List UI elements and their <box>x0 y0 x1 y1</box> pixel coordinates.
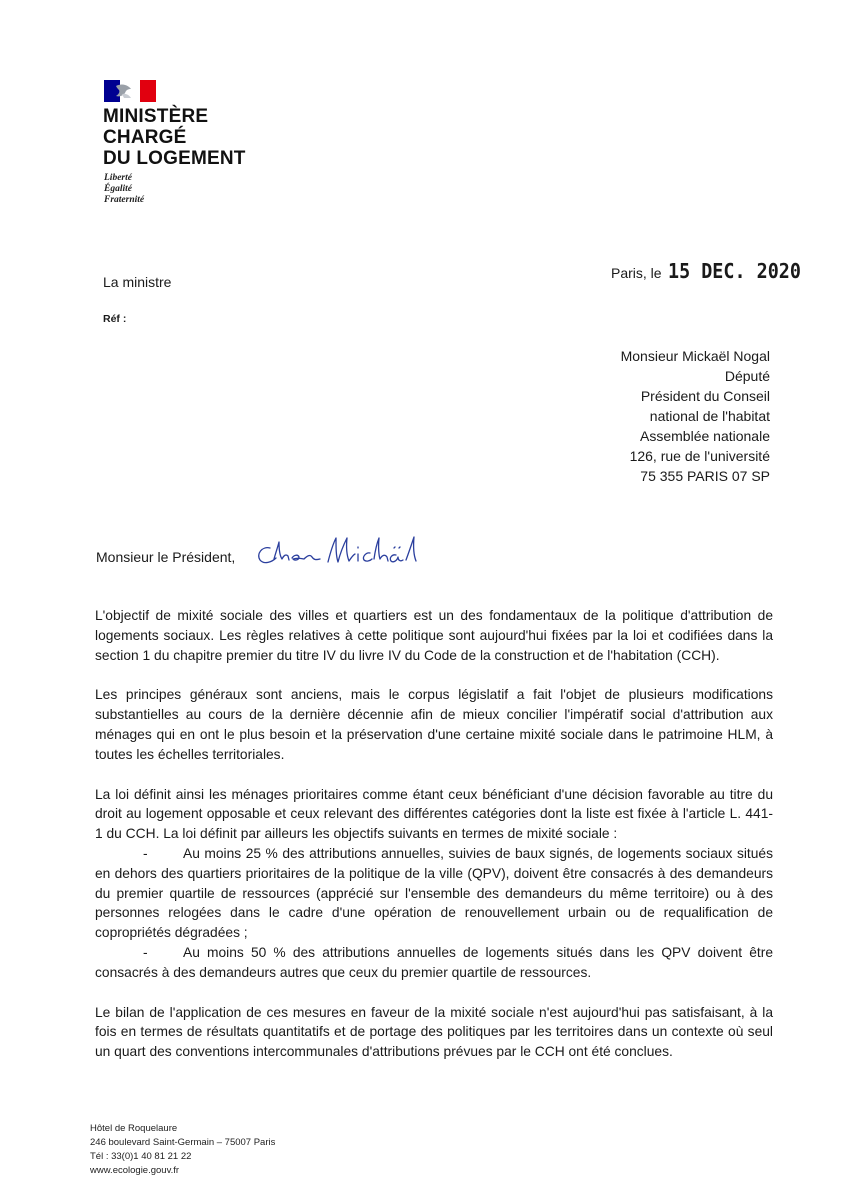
recipient-line: Monsieur Mickaël Nogal <box>620 348 770 364</box>
motto-line: Égalité <box>104 184 132 194</box>
motto-line: Liberté <box>104 173 132 183</box>
letter-body <box>95 606 773 1082</box>
body-paragraph: Les principes généraux sont anciens, mais le corpus législatif a fait l'objet de plusieurs modifications substantielles au cours de la dernière décennie afin de mieux concilier l'impératif social d'attribution aux ménages qui en ont le plus besoin et la préservation d'une certaine mixité sociale dans le patrimoine HLM, à toutes les échelles territoriales. <box>95 687 773 762</box>
date-place: Paris, le <box>611 265 662 281</box>
body-paragraph: La loi définit ainsi les ménages prioritaires comme étant ceux bénéficiant d'une décision favorable au titre du droit au logement opposable et ceux relevant des différentes catégories dont la liste est fixée à l'article L. 441-1 du CCH. La loi définit par ailleurs les objectifs suivants en termes de mixité sociale : <box>95 786 773 842</box>
footer-address <box>90 1122 275 1178</box>
motto-line: Fraternité <box>104 195 145 205</box>
bullet-item <box>95 844 773 943</box>
footer-line: Hôtel de Roquelaure <box>90 1123 178 1134</box>
recipient-line: Assemblée nationale <box>640 428 770 444</box>
ministry-name-line: CHARGÉ <box>103 127 187 148</box>
ministry-name-line: DU LOGEMENT <box>103 148 246 169</box>
recipient-line: national de l'habitat <box>649 408 770 424</box>
bullet-text: Au moins 50 % des attributions annuelles de logements situés dans les QPV doivent être consacrés à des demandeurs autres que ceux du premier quartile de ressources. <box>95 944 773 980</box>
recipient-line: Député <box>724 368 770 384</box>
recipient-address <box>621 346 770 486</box>
body-paragraph: L'objectif de mixité sociale des villes et quartiers est un des fondamentaux de la politique d'attribution de logements sociaux. Les règles relatives à cette politique sont aujourd'hui fixées par la loi et codifiées dans la section 1 du chapitre premier du titre IV du livre IV du Code de la construction et de l'habitation (CCH). <box>95 608 773 663</box>
footer-line: www.ecologie.gouv.fr <box>90 1165 180 1176</box>
recipient-line: 75 355 PARIS 07 SP <box>640 468 770 484</box>
ministry-name <box>103 106 303 169</box>
date-stamp: 15 DEC. 2020 <box>668 259 801 283</box>
bullet-marker: - <box>143 944 148 960</box>
recipient-line: 126, rue de l'université <box>629 448 770 464</box>
ministry-name-line: MINISTÈRE <box>103 106 209 127</box>
reference-label: Réf : <box>103 313 127 325</box>
letter-date <box>611 259 813 283</box>
bullet-item <box>95 943 773 983</box>
footer-line: Tél : 33(0)1 40 81 21 22 <box>90 1151 192 1162</box>
marianne-logo-icon <box>104 80 156 102</box>
bullet-marker: - <box>143 845 148 861</box>
body-paragraph: Le bilan de l'application de ces mesures en faveur de la mixité sociale n'est aujourd'hui pas satisfaisant, à la fois en termes de résultats quantitatifs et de portage des politiques par les territoires dans un contexte où seul un quart des conventions intercommunales d'attributions prévues par le CCH ont été conclues. <box>95 1004 773 1060</box>
salutation: Monsieur le Président, <box>96 549 236 565</box>
handwritten-note <box>254 528 434 574</box>
republic-motto <box>104 173 224 206</box>
bullet-text: Au moins 25 % des attributions annuelles, suivies de baux signés, de logements sociaux situés en dehors des quartiers prioritaires de la politique de la ville (QPV), doivent être consacrés à des demandeurs du premier quartile de ressources (apprécié sur l'ensemble des demandeurs du même territoire) ou à des personnes relogées dans le cadre d'une opération de renouvellement urbain ou de requalification de copropriétés dégradées ; <box>95 845 773 941</box>
footer-line: 246 boulevard Saint-Germain – 75007 Paris <box>90 1137 276 1148</box>
sender-title: La ministre <box>103 274 172 290</box>
recipient-line: Président du Conseil <box>640 388 770 404</box>
